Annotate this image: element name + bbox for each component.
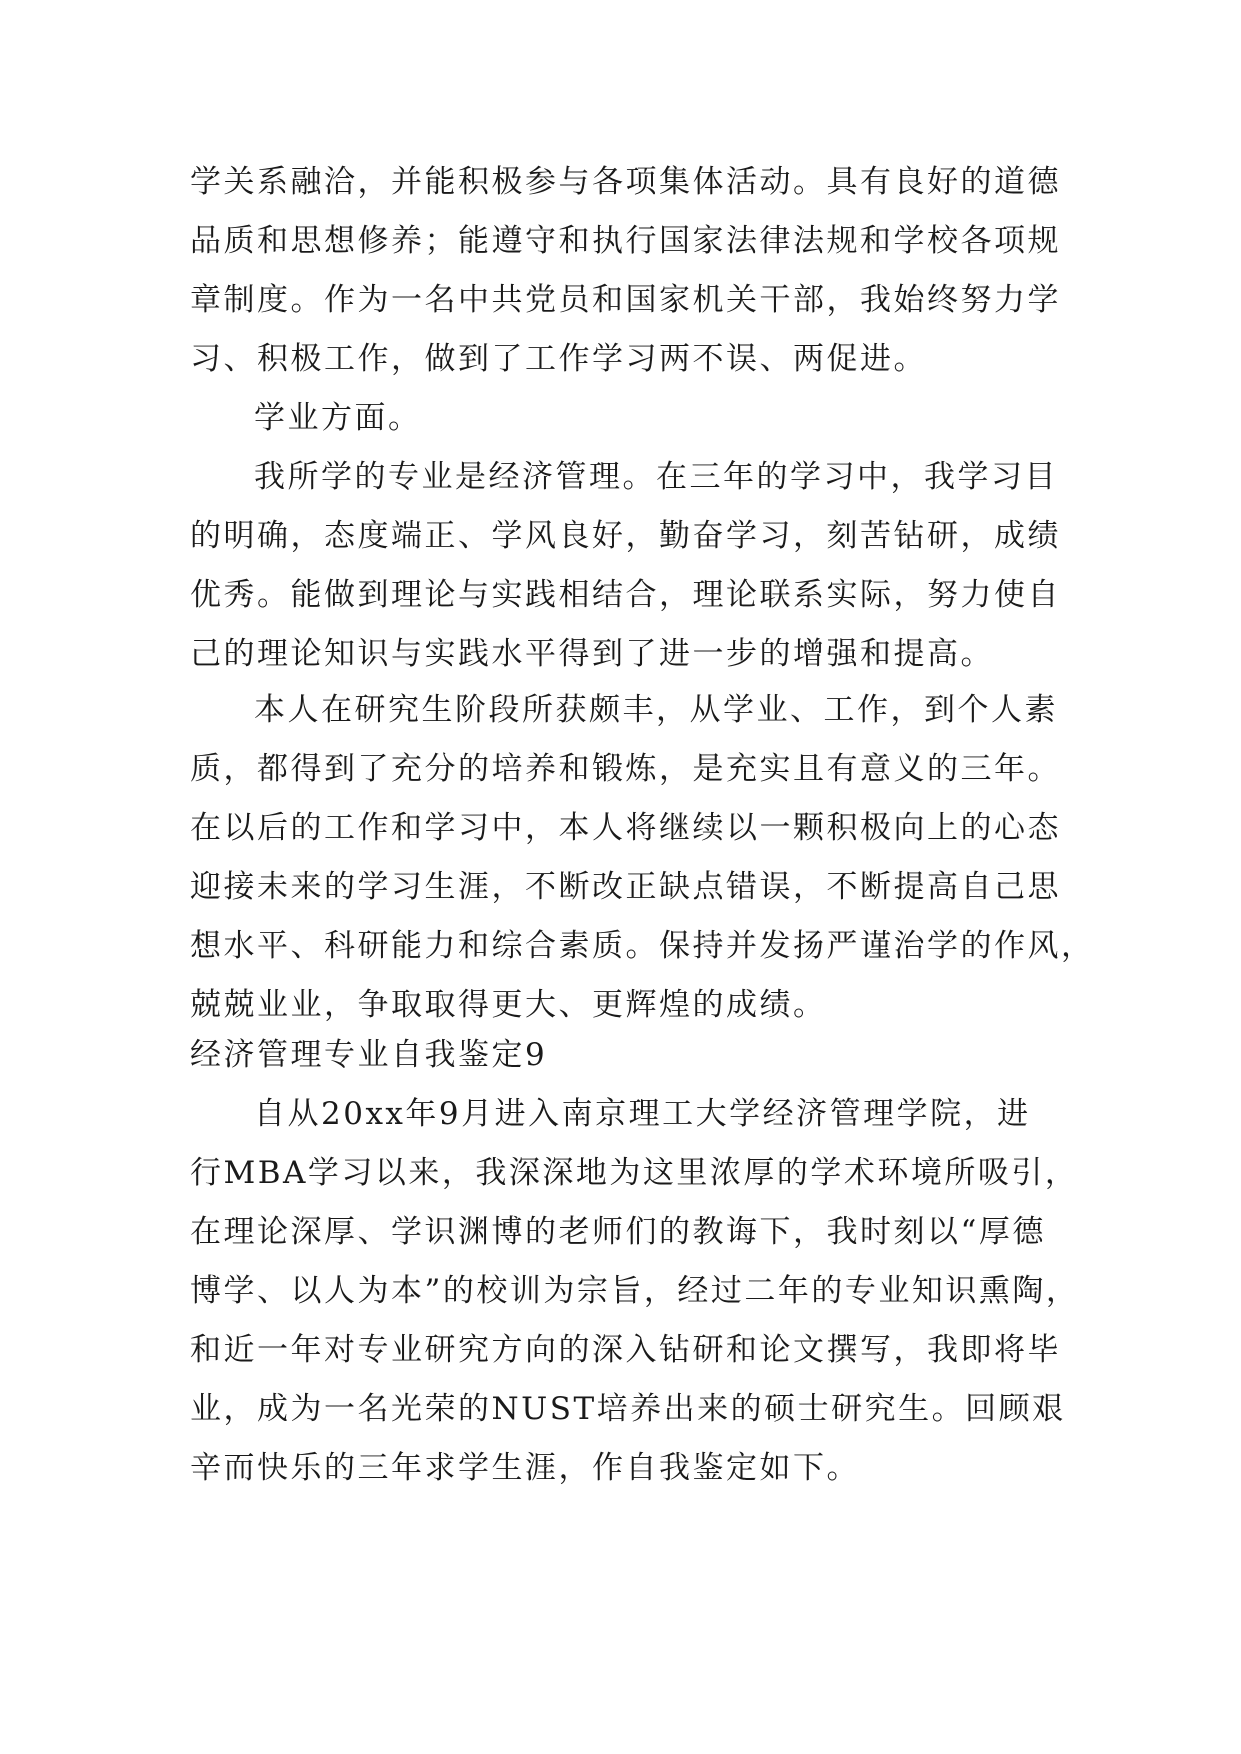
text-line: 我所学的专业是经济管理。在三年的学习中，我学习目 bbox=[254, 459, 1058, 495]
text-line: 行MBA学习以来，我深深地为这里浓厚的学术环境所吸引， bbox=[190, 1155, 1079, 1191]
text-line: 学关系融洽，并能积极参与各项集体活动。具有良好的道德 bbox=[190, 164, 1061, 200]
text-line: 辛而快乐的三年求学生涯，作自我鉴定如下。 bbox=[190, 1450, 860, 1486]
text-section-3 bbox=[190, 1085, 1080, 1498]
subsection-title: 学业方面。 bbox=[254, 400, 422, 436]
text-line: 和近一年对专业研究方向的深入钻研和论文撰写，我即将毕 bbox=[190, 1332, 1061, 1368]
text-line: 在以后的工作和学习中，本人将继续以一颗积极向上的心态 bbox=[190, 810, 1061, 846]
section-heading: 经济管理专业自我鉴定9 bbox=[190, 1037, 548, 1073]
text-line: 己的理论知识与实践水平得到了进一步的增强和提高。 bbox=[190, 636, 994, 672]
text-line: 迎接未来的学习生涯，不断改正缺点错误，不断提高自己思 bbox=[190, 869, 1061, 905]
text-line: 习、积极工作，做到了工作学习两不误、两促进。 bbox=[190, 341, 927, 377]
text-line: 质，都得到了充分的培养和锻炼，是充实且有意义的三年。 bbox=[190, 751, 1061, 787]
text-line: 博学、以人为本”的校训为宗旨，经过二年的专业知识熏陶， bbox=[190, 1273, 1080, 1309]
text-line: 章制度。作为一名中共党员和国家机关干部，我始终努力学 bbox=[190, 282, 1061, 318]
text-line: 在理论深厚、学识渊博的老师们的教诲下，我时刻以“厚德 bbox=[190, 1214, 1046, 1250]
text-line: 自从20xx年9月进入南京理工大学经济管理学院，进 bbox=[254, 1096, 1031, 1132]
text-section-1 bbox=[190, 153, 1070, 684]
text-line: 的明确，态度端正、学风良好，勤奋学习，刻苦钻研，成绩 bbox=[190, 518, 1061, 554]
text-line: 业，成为一名光荣的NUST培养出来的硕士研究生。回顾艰 bbox=[190, 1391, 1066, 1427]
text-line: 兢兢业业，争取取得更大、更辉煌的成绩。 bbox=[190, 987, 827, 1023]
text-line: 优秀。能做到理论与实践相结合，理论联系实际，努力使自 bbox=[190, 577, 1061, 613]
text-line: 本人在研究生阶段所获颇丰，从学业、工作，到个人素 bbox=[254, 692, 1058, 728]
text-line: 品质和思想修养；能遵守和执行国家法律法规和学校各项规 bbox=[190, 223, 1061, 259]
text-section-2 bbox=[190, 681, 1095, 1035]
text-line: 想水平、科研能力和综合素质。保持并发扬严谨治学的作风， bbox=[190, 928, 1095, 964]
